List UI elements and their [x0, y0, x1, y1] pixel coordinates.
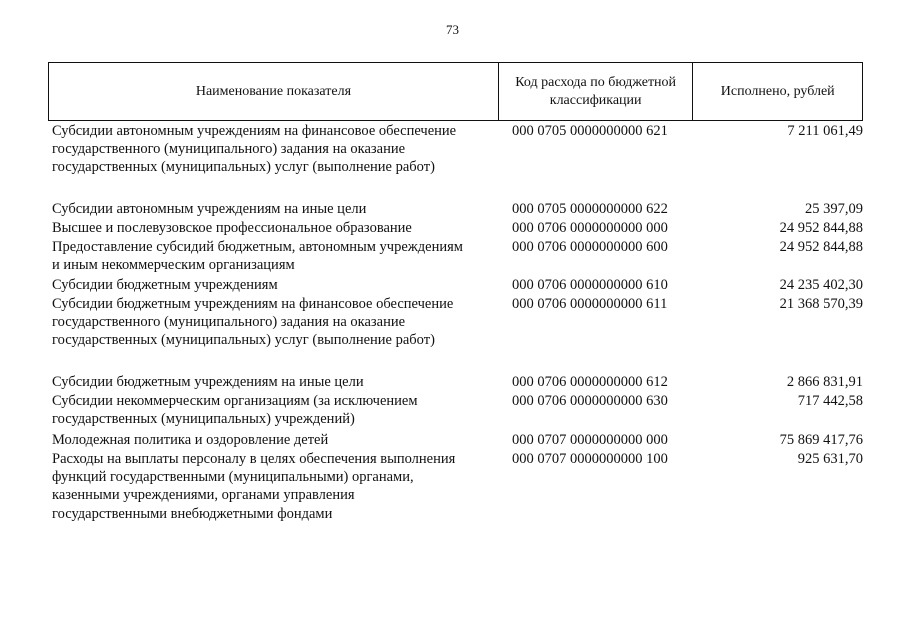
row-code: 000 0706 0000000000 610 [512, 277, 668, 293]
row-code: 000 0706 0000000000 000 [512, 220, 668, 236]
row-amount: 2 866 831,91 [786, 374, 863, 390]
row-name [52, 392, 502, 428]
row-amount: 21 368 570,39 [779, 296, 863, 312]
row-name [52, 238, 502, 274]
row-amount: 24 235 402,30 [779, 277, 863, 293]
row-name-line: Расходы на выплаты персоналу в целях обеспечения выполнения [52, 451, 456, 467]
row-name-line: казенными учреждениями, органами управления [52, 487, 355, 504]
header-code-line: Код расхода по бюджетной [515, 74, 677, 90]
table-header [48, 62, 863, 121]
row-amount: 717 442,58 [797, 393, 863, 409]
row-amount: 75 869 417,76 [779, 432, 863, 448]
row-name-line: Молодежная политика и оздоровление детей [52, 432, 329, 448]
row-name-line: государственного (муниципального) задания на оказание [52, 314, 406, 331]
page-number: 73 [446, 22, 459, 37]
row-name-line: Субсидии автономным учреждениям на иные цели [52, 201, 367, 217]
row-name-line: государственными внебюджетными фондами [52, 505, 333, 522]
row-name-line: Субсидии бюджетным учреждениям на финансовое обеспечение [52, 296, 454, 312]
row-name [52, 450, 502, 523]
row-code: 000 0706 0000000000 600 [512, 239, 668, 255]
row-name-line: Субсидии автономным учреждениям на финансовое обеспечение [52, 123, 457, 139]
row-code: 000 0706 0000000000 612 [512, 374, 668, 390]
header-amount: Исполнено, рублей [720, 83, 835, 99]
row-name [52, 295, 502, 350]
row-name-line: Субсидии некоммерческим организациям (за исключением [52, 393, 418, 409]
row-code: 000 0706 0000000000 611 [512, 296, 668, 312]
row-name-line: функций государственными (муниципальными) органами, [52, 469, 414, 486]
row-name [52, 373, 502, 391]
row-code: 000 0705 0000000000 621 [512, 123, 668, 139]
header-code [498, 63, 694, 120]
row-amount: 7 211 061,49 [787, 123, 863, 139]
row-code: 000 0707 0000000000 000 [512, 432, 668, 448]
row-name [52, 431, 502, 449]
row-name-line: государственных (муниципальных) услуг (выполнение работ) [52, 332, 435, 349]
row-amount: 25 397,09 [805, 201, 863, 217]
header-code-line: классификации [549, 92, 642, 108]
row-code: 000 0707 0000000000 100 [512, 451, 668, 467]
row-name [52, 276, 502, 294]
row-amount: 24 952 844,88 [779, 220, 863, 236]
row-name-line: и иным некоммерческим организациям [52, 257, 295, 274]
row-name-line: Предоставление субсидий бюджетным, автономным учреждениям [52, 239, 463, 255]
row-name-line: государственного (муниципального) задания на оказание [52, 141, 406, 158]
row-name-line: Высшее и послевузовское профессиональное образование [52, 220, 412, 236]
row-name [52, 219, 502, 237]
row-name [52, 122, 502, 177]
row-amount: 925 631,70 [797, 451, 863, 467]
row-code: 000 0705 0000000000 622 [512, 201, 668, 217]
row-name [52, 200, 502, 218]
header-name: Наименование показателя [195, 83, 352, 99]
row-name-line: государственных (муниципальных) учреждений) [52, 411, 355, 428]
row-name-line: Субсидии бюджетным учреждениям на иные цели [52, 374, 364, 390]
row-amount: 24 952 844,88 [779, 239, 863, 255]
row-code: 000 0706 0000000000 630 [512, 393, 668, 409]
row-name-line: Субсидии бюджетным учреждениям [52, 277, 278, 293]
row-name-line: государственных (муниципальных) услуг (выполнение работ) [52, 159, 435, 176]
